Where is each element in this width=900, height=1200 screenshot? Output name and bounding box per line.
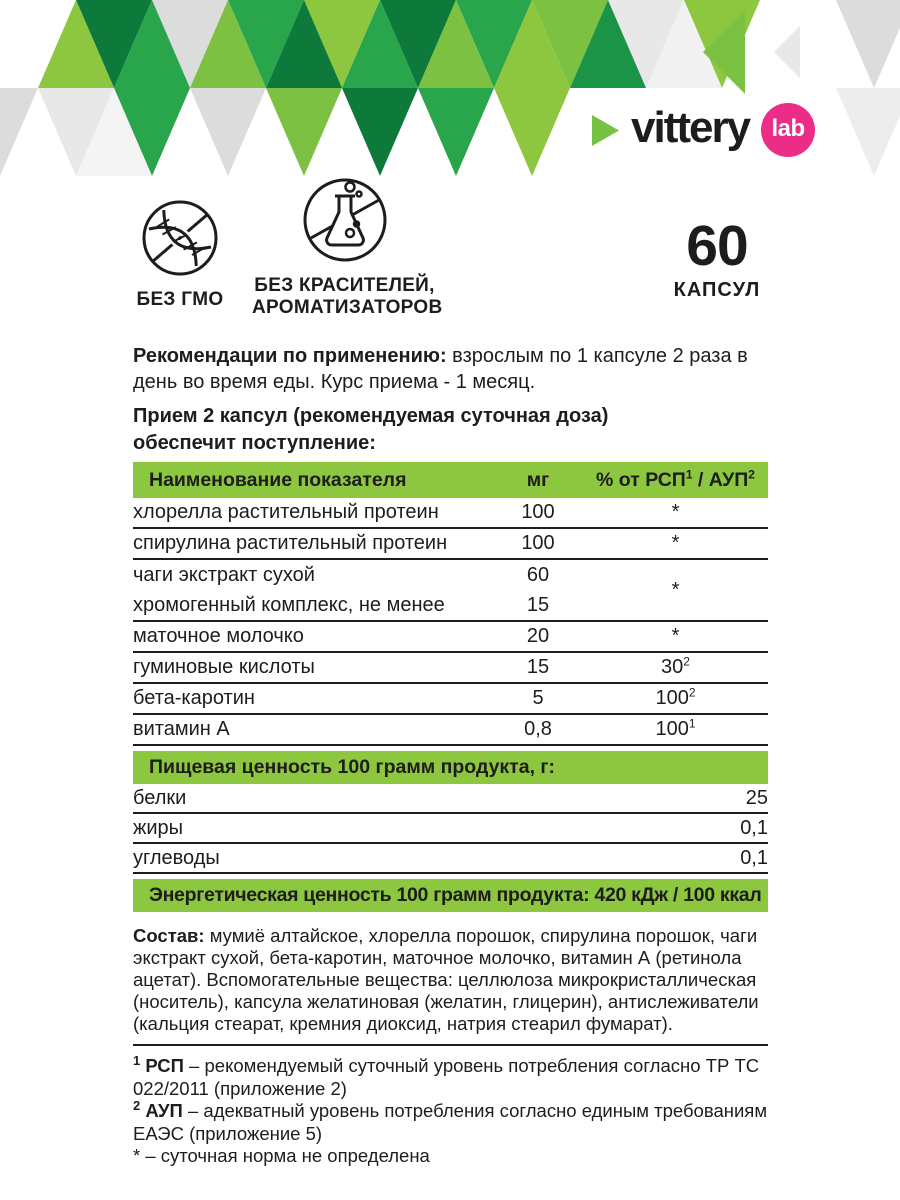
flask-crossed-icon: [301, 176, 389, 264]
nutrients-table-header: [133, 462, 768, 498]
row-mg: 15: [526, 656, 550, 678]
column-header-name: Наименование показателя: [149, 468, 407, 491]
row-percent: *: [671, 578, 680, 601]
nutrition-header: Пищевая ценность 100 грамм продукта, г:: [133, 751, 768, 784]
row-name: спирулина растительный протеин: [133, 532, 448, 554]
table-row: [133, 715, 768, 746]
row-name: витамин А: [133, 718, 230, 740]
row-name: бета-каротин: [133, 687, 255, 709]
no-additives-badge: [252, 176, 443, 319]
usage-recommendations-lead: Рекомендации по применению:: [133, 345, 447, 367]
table-row: [133, 684, 768, 715]
nutrition-row: [133, 814, 768, 844]
label-content: [133, 340, 768, 1168]
dose-intro: [133, 403, 768, 457]
row-mg: 60 15: [526, 564, 550, 616]
footnote-aup: $^2$ АУП – адекватный уровень потребления согласно единым требованиям ЕАЭС (приложение 5): [133, 1097, 768, 1144]
no-additives-label-line1: БЕЗ КРАСИТЕЛЕЙ,: [254, 275, 435, 296]
capsule-count-number: 60: [686, 214, 748, 278]
table-row: [133, 498, 768, 529]
energy-value-bar: Энергетическая ценность 100 грамм продукта: 420 кДж / 100 ккал: [133, 879, 768, 912]
column-header-mg: мг: [526, 468, 550, 491]
no-gmo-label: БЕЗ ГМО: [136, 289, 224, 310]
composition-lead: Состав:: [133, 925, 205, 946]
row-percent: $30^2$: [661, 654, 690, 678]
dose-intro-line2: обеспечит поступление:: [133, 432, 376, 454]
nutrition-name: белки: [133, 786, 187, 809]
table-row-merged: [133, 560, 768, 622]
capsule-count: [662, 214, 772, 302]
table-row: [133, 622, 768, 653]
capsule-count-unit: КАПСУЛ: [673, 279, 761, 301]
row-mg: 100: [521, 532, 555, 554]
row-percent: *: [671, 625, 680, 647]
row-percent: $100^2$: [655, 685, 696, 709]
column-header-percent: % от РСП$^1$ / АУП$^2$: [596, 467, 755, 491]
row-percent: $100^1$: [655, 716, 696, 740]
row-name: хлорелла растительный протеин: [133, 501, 439, 523]
dose-intro-line1: Прием 2 капсул (рекомендуемая суточная доза): [133, 405, 609, 427]
footnotes: [133, 1052, 768, 1168]
row-mg: 100: [521, 501, 555, 523]
table-row: [133, 529, 768, 560]
no-additives-label-line2: АРОМАТИЗАТОРОВ: [252, 297, 443, 318]
footnotes-divider: [133, 1044, 768, 1046]
no-gmo-badge: [130, 198, 230, 311]
brand-logo: [592, 103, 815, 157]
brand-name: vittery: [631, 103, 750, 152]
row-mg: 0,8: [524, 718, 552, 740]
usage-recommendations: [133, 340, 768, 395]
row-mg: 20: [526, 625, 550, 647]
nutrition-name: углеводы: [133, 846, 220, 869]
nutrition-value: 25: [745, 786, 768, 809]
nutrition-row: [133, 784, 768, 814]
footnote-rsp: $^1$ РСП – рекомендуемый суточный уровень потребления согласно ТР ТС 022/2011 (приложение 2): [133, 1052, 760, 1099]
row-percent: *: [671, 501, 680, 523]
row-name: чаги экстракт сухой хромогенный комплекс, не менее: [133, 564, 445, 616]
usage-recommendations-text: взрослым по 1 капсуле 2 раза в день во время еды. Курс приема - 1 месяц.: [133, 345, 748, 393]
row-mg: 5: [532, 687, 544, 709]
nutrition-value: 0,1: [740, 816, 768, 839]
row-percent: *: [671, 532, 680, 554]
brand-badge: [761, 103, 815, 157]
nutrition-value: 0,1: [740, 846, 768, 869]
row-name: гуминовые кислоты: [133, 656, 315, 678]
footnote-asterisk: * – суточная норма не определена: [133, 1145, 430, 1166]
nutrition-name: жиры: [133, 816, 184, 839]
table-row: [133, 653, 768, 684]
nutrition-row: [133, 844, 768, 874]
row-name: маточное молочко: [133, 625, 304, 647]
composition-text: Состав: мумиё алтайское, хлорелла порошок, спирулина порошок, чаги экстракт сухой, бета-каротин, маточное молочко, витамин А (ретинола ацетат). Вспомогательные вещества: целлюлоза микрокристаллическая (носитель), капсула желатиновая (желатин, глицерин), антислеживатели (кальция стеарат, кремния диоксид, натрия стеарил фумарат).: [133, 925, 759, 1034]
logo-arrow-icon: [592, 115, 619, 146]
dna-crossed-icon: [140, 198, 220, 278]
brand-badge-label: lab: [771, 114, 805, 142]
